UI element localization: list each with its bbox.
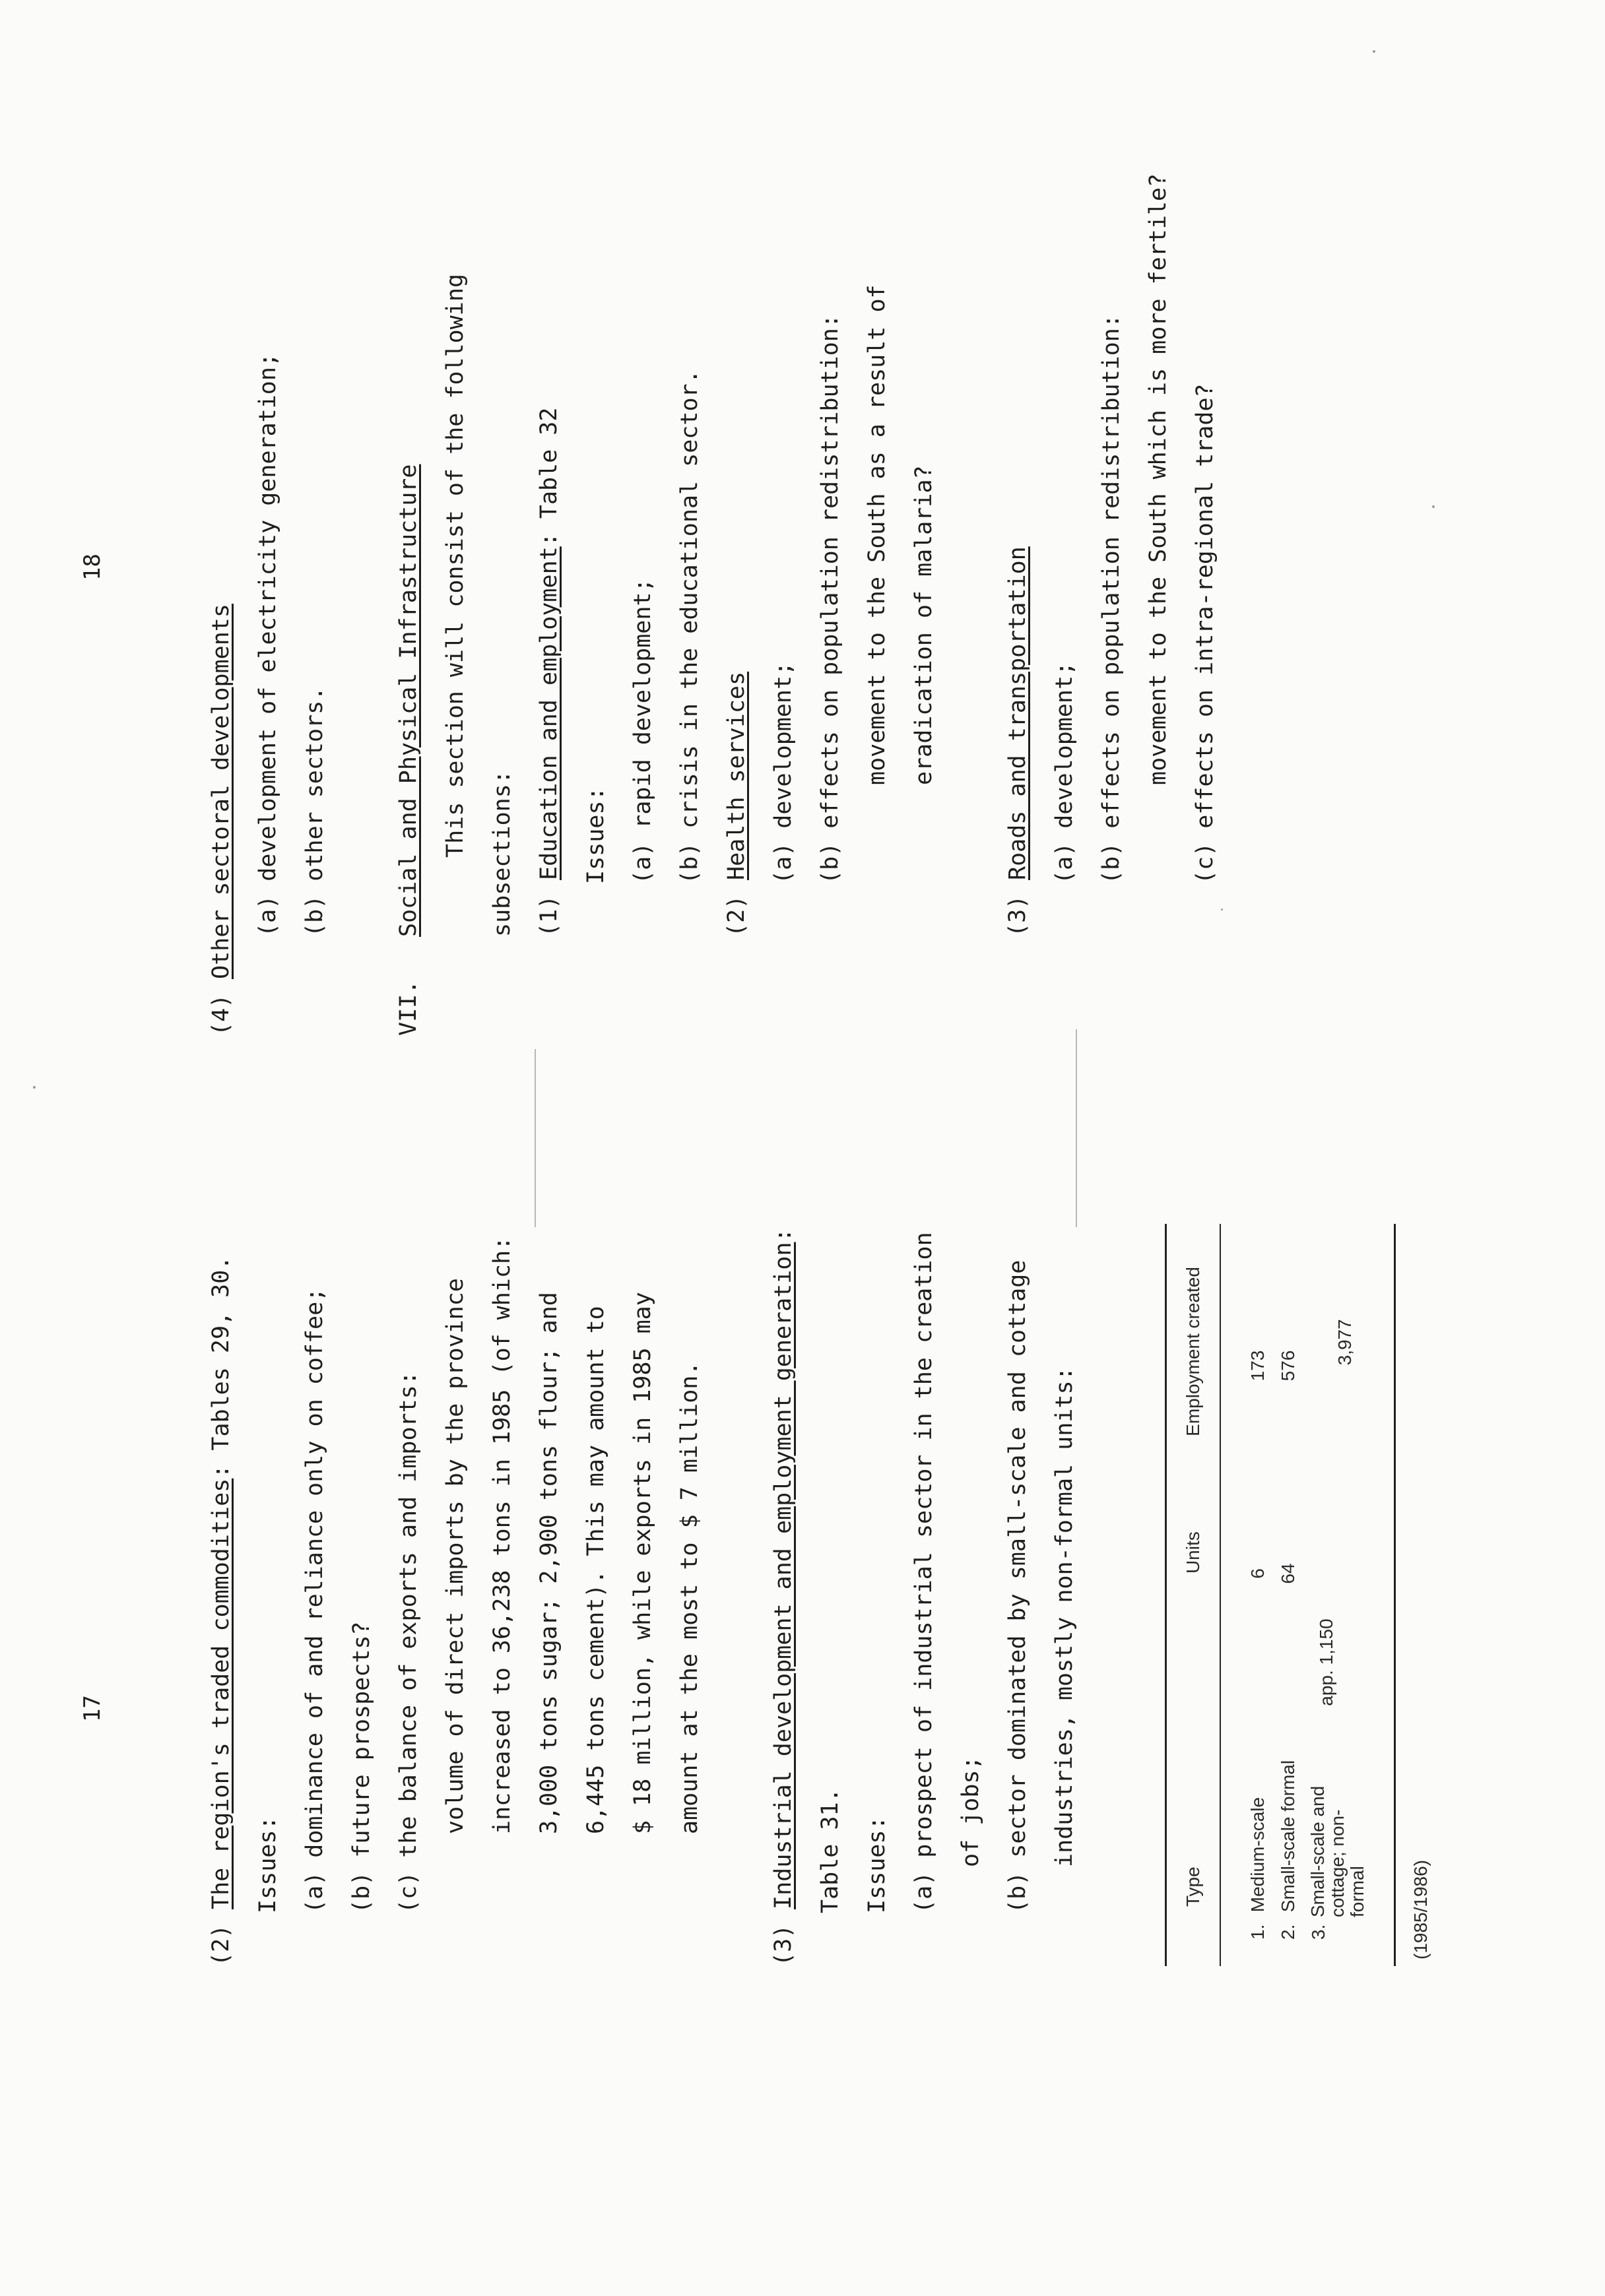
text-line: 6,445 tons cement). This may amount to — [583, 1306, 609, 1834]
text-line: Table 31. — [817, 1788, 843, 1913]
text-line: (b) effects on population redistribution: — [817, 314, 843, 884]
page-17-body — [198, 1148, 1088, 1966]
table-row: 2. Small-scale formal 64 576 — [1278, 1350, 1298, 1940]
page-18-body — [198, 46, 1229, 1036]
text-line: movement to the South as a result of — [864, 284, 890, 785]
text-line: (b) sector dominated by small-scale and cottage — [1004, 1260, 1031, 1913]
text-line: (a) development; — [1051, 661, 1078, 884]
text-line: (c) effects on intra-regional trade? — [1192, 383, 1218, 884]
scan-speck — [1432, 505, 1435, 508]
text-line: (a) rapid development; — [630, 578, 656, 884]
heading-roads: (3)Roads and transportation — [1004, 546, 1031, 937]
employment-table — [1165, 1224, 1431, 1966]
text-line: $ 18 million, while exports in 1985 may — [630, 1292, 656, 1834]
text-line: (a) prospect of industrial sector in the creation — [911, 1232, 937, 1913]
heading-traded-commodities: (2)The region's traded commodities: Tables 29, 30. — [208, 1256, 234, 1966]
text-line: (a) development; — [770, 661, 797, 884]
scan-speck — [1373, 50, 1375, 53]
text-line: increased to 36,238 tons in 1985 (of which: — [489, 1236, 515, 1834]
header-type: Type — [1183, 1866, 1203, 1907]
table-note: (1985/1986) — [1410, 1859, 1431, 1960]
text-line: (c) the balance of exports and imports: — [395, 1371, 422, 1913]
heading-social-infrastructure: VII.Social and Physical Infrastructure — [395, 464, 422, 1036]
page-number: 17 — [79, 1695, 106, 1722]
heading-health: (2)Health services — [723, 671, 750, 937]
table-row: 1. Medium-scale 6 173 — [1247, 1350, 1268, 1940]
page-17 — [0, 1148, 1605, 2296]
text-line: This section will consist of the following — [442, 273, 469, 858]
text-line: volume of direct imports by the province — [442, 1278, 469, 1834]
heading-education: (1)Education and employment: Table 32 — [536, 407, 562, 937]
scan-speck — [1221, 909, 1223, 910]
table-header — [1167, 1224, 1220, 1966]
text-line: 3,000 tons sugar; 2,900 tons flour; and — [536, 1292, 562, 1834]
text-line: Issues: — [255, 1816, 281, 1913]
text-line: Issues: — [864, 1816, 890, 1913]
heading-industrial-development: (3)Industrial development and employment generation: — [770, 1228, 797, 1966]
scan-streak — [1076, 1029, 1077, 1227]
table-bottom-rule — [1394, 1224, 1396, 1966]
scan-streak — [535, 1049, 536, 1227]
heading-other-sectoral: (4)Other sectoral developments — [208, 604, 234, 1036]
text-line: industries, mostly non-formal units: — [1051, 1366, 1078, 1867]
text-line: amount at the most to $ 7 million. — [676, 1361, 703, 1834]
text-line: movement to the South which is more fertile? — [1145, 173, 1171, 785]
scan-speck — [33, 1086, 36, 1089]
text-line: (a) dominance of and reliance only on coffee; — [302, 1287, 328, 1913]
text-line: (b) other sectors. — [302, 686, 328, 937]
text-line: eradication of malaria? — [911, 465, 937, 785]
header-employment: Employment created — [1183, 1267, 1203, 1436]
text-line: (b) effects on population redistribution: — [1098, 314, 1125, 884]
text-line: (b) crisis in the educational sector. — [676, 369, 703, 884]
text-line: (b) future prospects? — [348, 1621, 375, 1913]
text-line: Issues: — [583, 786, 609, 884]
header-units: Units — [1183, 1531, 1203, 1574]
text-line: subsections: — [489, 770, 515, 937]
text-line: (a) development of electricity generation; — [255, 352, 281, 937]
page-number: 18 — [79, 554, 106, 581]
text-line: of jobs; — [958, 1756, 984, 1867]
table-row: 3. Small-scale and cottage; non-formal app. 1,150 3,977 — [1307, 1319, 1367, 1940]
